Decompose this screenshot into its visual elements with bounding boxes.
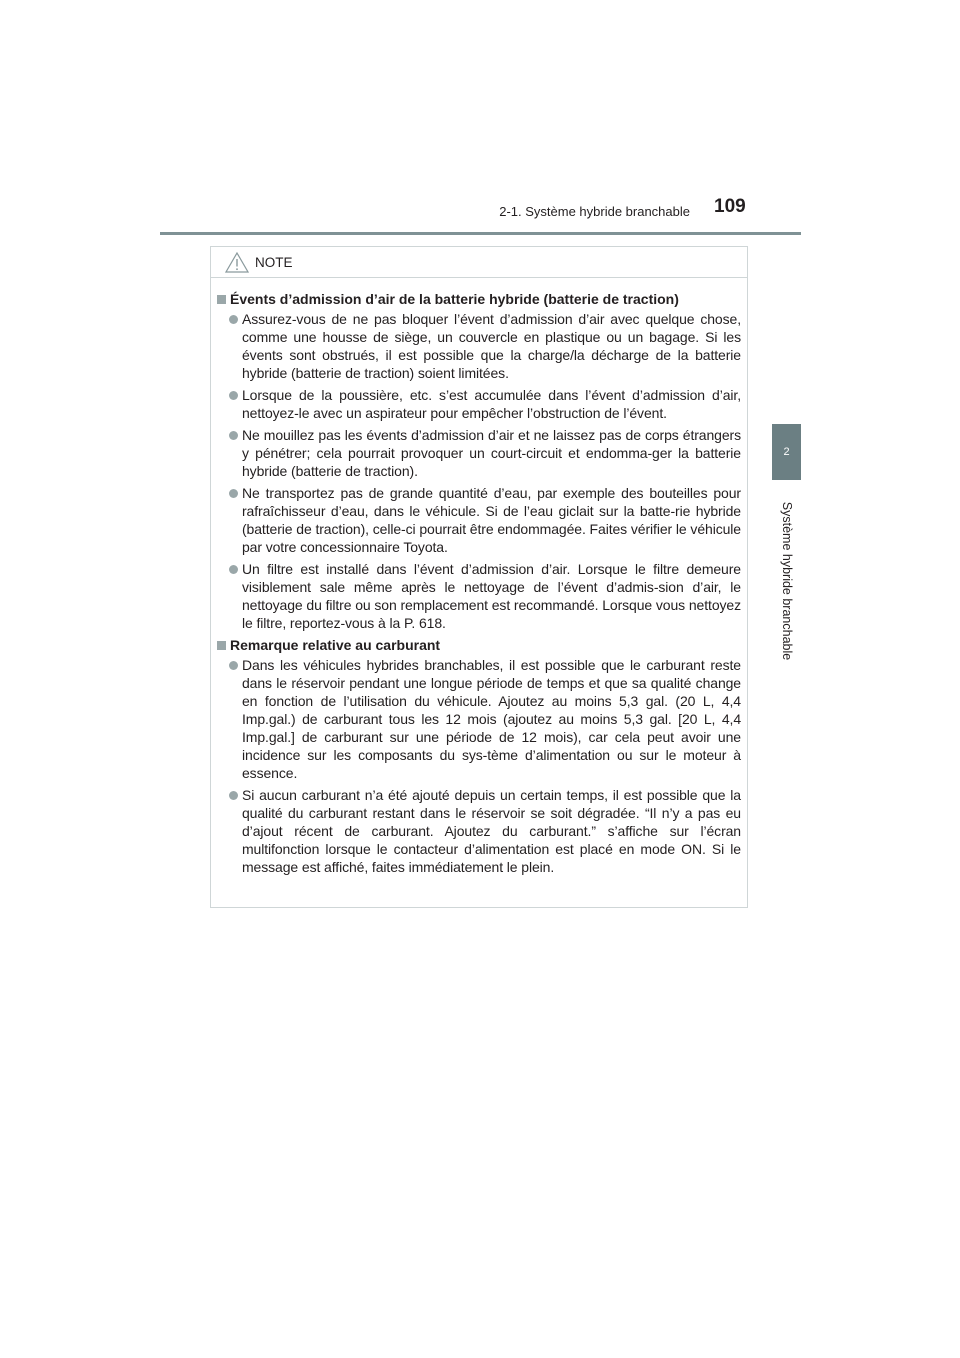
circle-bullet-icon (229, 791, 238, 800)
square-bullet-icon (217, 295, 226, 304)
note-section-fuel (217, 636, 741, 876)
list-item-text: Ne transportez pas de grande quantité d’eau, par exemple des bouteilles pour rafraîchisseur d’eau, dans le véhicule. Si de l’eau giclait sur la batte-rie hybride (batterie de traction), celle-ci pourrait être endommagée. Faites vérifier le véhicule par votre concessionnaire Toyota. (242, 485, 741, 555)
list-item-text: Assurez-vous de ne pas bloquer l’évent d’admission d’air avec quelque chose, comme une housse de siège, un couvercle en plastique ou un bagage. Si les évents sont obstrués, il est possible que la charge/la décharge de la batterie hybride (batterie de traction) soient limitées. (242, 311, 741, 381)
header-divider (160, 232, 801, 235)
note-body (211, 278, 747, 876)
header-section-title: 2-1. Système hybride branchable (499, 204, 690, 219)
chapter-tab (772, 480, 801, 682)
list-item (217, 786, 741, 876)
list-item-text: Dans les véhicules hybrides branchables, il est possible que le carburant reste dans le réservoir pendant une longue période de temps et que sa qualité change en fonction de l’utilisation du véhicule. Ajoutez au moins 5,3 gal. (20 L, 4,4 Imp.gal.) de carburant tous les 12 mois (ajoutez au moins 5,3 gal. [20 L, 4,4 Imp.gal.] de carburant sur une période de 12 mois), car cela peut avoir une incidence sur les composants du sys-tème d’alimentation ou sur le moteur à essence. (242, 657, 741, 781)
list-item (217, 484, 741, 556)
note-section-air-vents (217, 290, 741, 632)
circle-bullet-icon (229, 661, 238, 670)
chapter-tab-number: 2 (772, 424, 801, 480)
section-heading (217, 290, 741, 308)
list-item (217, 560, 741, 632)
list-item (217, 426, 741, 480)
circle-bullet-icon (229, 489, 238, 498)
note-header (211, 247, 747, 278)
note-box (210, 246, 748, 908)
circle-bullet-icon (229, 565, 238, 574)
list-item (217, 386, 741, 422)
list-item-text: Lorsque de la poussière, etc. s’est accumulée dans l’évent d’admission d’air, nettoyez-le avec un aspirateur pour empêcher l’obstruction de l’évent. (242, 387, 741, 421)
list-item-text: Un filtre est installé dans l’évent d’admission d’air. Lorsque le filtre demeure visiblement sale même après le nettoyage de l’évent d’admis-sion d’air, le nettoyage du filtre ou son remplacement est recommandé. Lorsque vous nettoyez le filtre, reportez-vous à la P. 618. (242, 561, 741, 631)
section-heading-text: Remarque relative au carburant (230, 637, 441, 653)
chapter-tab-title: Système hybride branchable (779, 501, 794, 661)
section-heading-text: Évents d’admission d’air de la batterie hybride (batterie de traction) (230, 291, 679, 307)
circle-bullet-icon (229, 391, 238, 400)
circle-bullet-icon (229, 315, 238, 324)
note-title: NOTE (255, 254, 293, 270)
list-item-text: Ne mouillez pas les évents d’admission d’air et ne laissez pas de corps étrangers y pénétrer; cela pourrait provoquer un court-circuit et endomma-ger la batterie hybride (batterie de traction). (242, 427, 741, 479)
list-item-text: Si aucun carburant n’a été ajouté depuis un certain temps, il est possible que la qualité du carburant restant dans le réservoir se soit dégradée. “Il n’y a pas eu d’ajout récent de carburant. Ajoutez du carburant.” s’affiche sur l’écran multifonction lorsque le contacteur d’alimentation est placé en mode ON. Si le message est affiché, faites immédiatement le plein. (242, 787, 741, 875)
list-item (217, 310, 741, 382)
section-heading (217, 636, 741, 654)
list-item (217, 656, 741, 782)
square-bullet-icon (217, 641, 226, 650)
page-number: 109 (714, 196, 746, 217)
circle-bullet-icon (229, 431, 238, 440)
warning-triangle-icon (225, 252, 249, 273)
